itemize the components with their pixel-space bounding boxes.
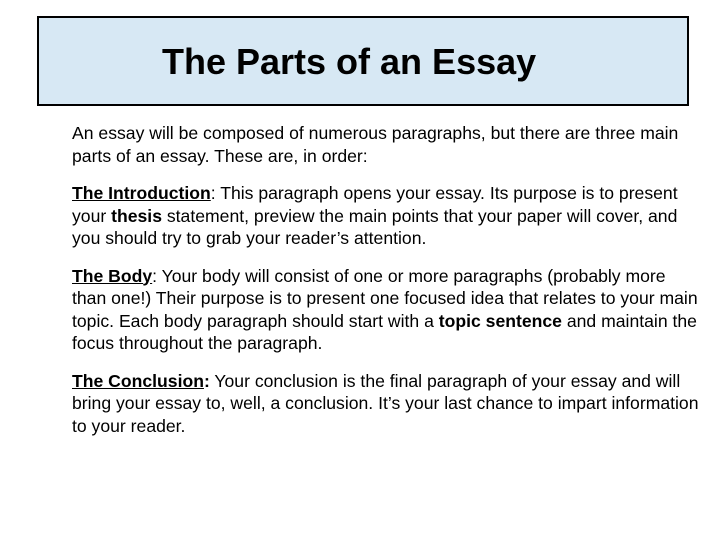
introduction-text-part-1: : This paragraph opens your essay. Its purpose is to present your [72, 183, 678, 226]
body-paragraph [72, 265, 702, 355]
introduction-paragraph [72, 182, 702, 250]
intro-paragraph: An essay will be composed of numerous paragraphs, but there are three main parts of an essay. These are, in order: [72, 123, 679, 166]
topic-sentence-emphasis: topic sentence [438, 310, 562, 331]
essay-content [72, 122, 702, 452]
conclusion-heading: The Conclusion [72, 370, 204, 391]
body-text-part-2: and maintain the focus throughout the paragraph. [72, 310, 697, 353]
body-text-part-1: : Your body will consist of one or more paragraphs (probably more than one!) Their purpose is to present one focused idea that relates to your main topic. Each body paragraph should start with a [72, 265, 698, 331]
introduction-heading: The Introduction [72, 183, 211, 203]
introduction-text-part-2: statement, preview the main points that your paper will cover, and you should try to grab your reader’s attention. [72, 205, 678, 248]
thesis-emphasis: thesis [111, 205, 162, 226]
body-heading: The Body [72, 265, 153, 286]
conclusion-paragraph [72, 370, 702, 438]
title-box [37, 16, 689, 106]
page-title: The Parts of an Essay [162, 41, 537, 82]
conclusion-text: Your conclusion is the final paragraph of your essay and will bring your essay to, well, a conclusion. It’s your last chance to impart information to your reader. [72, 370, 699, 436]
conclusion-colon: : [203, 370, 210, 391]
